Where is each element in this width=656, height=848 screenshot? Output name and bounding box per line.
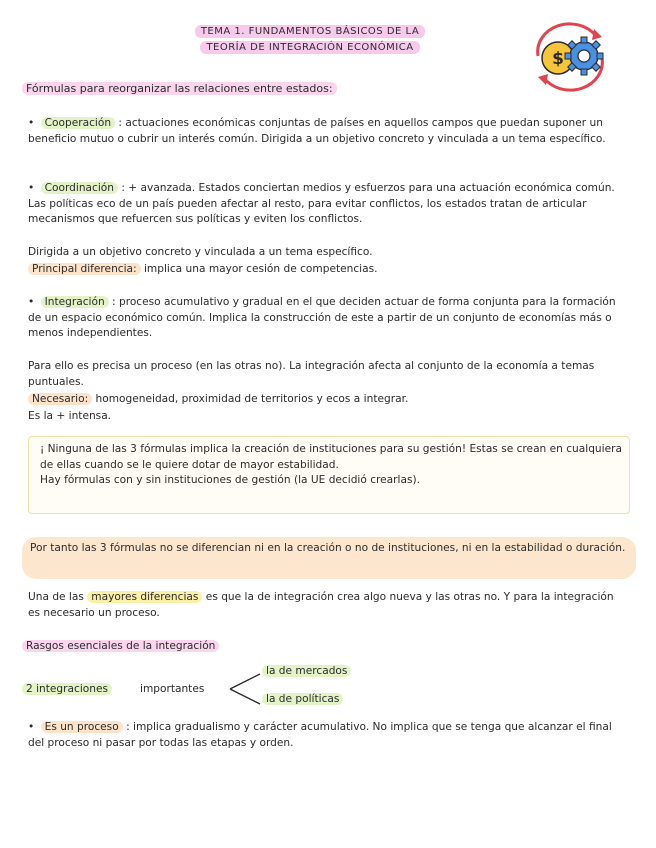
diferencia-label: Principal diferencia: xyxy=(28,263,141,275)
note-line-2: Hay fórmulas con y sin instituciones de gestión (la UE decidió crearlas). xyxy=(40,474,420,487)
coordinacion-term: Coordinación xyxy=(41,182,118,194)
diferencias-pre: Una de las xyxy=(28,591,84,603)
integracion-term: Integración xyxy=(41,296,109,308)
currency-gear-icon xyxy=(528,20,612,94)
necesario-text: homogeneidad, proximidad de territorios y ecos a integrar. xyxy=(95,393,409,405)
note-line-1: ¡ Ninguna de las 3 fórmulas implica la creación de instituciones para su gestión! Estas se crean en cualquiera de ellas cuando se le quiere dotar de mayor estabilidad. xyxy=(40,443,622,471)
svg-text:$: $ xyxy=(552,49,564,69)
rasgos-heading: Rasgos esenciales de la integración xyxy=(22,639,219,655)
importantes-label: importantes xyxy=(140,683,205,695)
necesario-label: Necesario: xyxy=(28,393,92,405)
integracion-line2: Para ello es precisa un proceso (en las otras no). La integración afecta al conjunto de la economía a temas puntuales. xyxy=(28,360,595,388)
integracion-text: : proceso acumulativo y gradual en el que deciden actuar de forma conjunta para la formación de un espacio económico común. Implica la construcción de este a partir de un conjunto de economías más o menos independientes. xyxy=(28,296,616,340)
coordinacion-diferencia xyxy=(28,262,620,278)
integraciones-label: 2 integraciones xyxy=(22,682,112,698)
integracion-necesario xyxy=(28,392,620,408)
title-line-2: TEORÍA DE INTEGRACIÓN ECONÓMICA xyxy=(200,41,419,54)
branch-mercados: la de mercados xyxy=(262,664,351,680)
diferencia-text: implica una mayor cesión de competencias. xyxy=(143,263,378,275)
diferencias-post: es que la de integración crea algo nueva y las otras no. Y para la integración es necesario un proceso. xyxy=(28,591,614,619)
integracion-paragraph xyxy=(28,295,620,342)
diferencias-highlight: mayores diferencias xyxy=(87,591,202,603)
coordinacion-line2: Dirigida a un objetivo concreto y vinculada a un tema específico. xyxy=(28,246,373,258)
proceso-paragraph xyxy=(28,720,620,751)
cooperacion-paragraph xyxy=(28,116,620,147)
coordinacion-paragraph xyxy=(28,181,620,228)
conclusion-text: Por tanto las 3 fórmulas no se diferencian ni en la creación o no de instituciones, ni en la estabilidad o duración. xyxy=(30,542,626,554)
note-text xyxy=(40,442,625,489)
formulas-heading: Fórmulas para reorganizar las relaciones entre estados: xyxy=(22,81,337,97)
cooperacion-term: Cooperación xyxy=(41,117,115,129)
page-title xyxy=(160,24,460,56)
branch-connector xyxy=(228,668,264,716)
diferencias-paragraph xyxy=(28,590,620,621)
integracion-line4: Es la + intensa. xyxy=(28,410,112,422)
title-line-1: TEMA 1. FUNDAMENTOS BÁSICOS DE LA xyxy=(195,25,425,38)
proceso-term: Es un proceso xyxy=(41,721,123,733)
coordinacion-text: : + avanzada. Estados conciertan medios y esfuerzos para una actuación económica común. Las políticas eco de un país pueden afectar al resto, para evitar conflictos, los estados tratan de articular mecanismos que refuercen sus políticas y eviten los conflictos. xyxy=(28,182,615,226)
cooperacion-text: : actuaciones económicas conjuntas de países en aquellos campos que puedan suponer un beneficio mutuo o cubrir un interés común. Dirigida a un objetivo concreto y vinculada a un tema específico. xyxy=(28,117,606,145)
proceso-text: : implica gradualismo y carácter acumulativo. No implica que se tenga que alcanzar el final del proceso ni pasar por todas las etapas y orden. xyxy=(28,721,612,749)
branch-politicas: la de políticas xyxy=(262,692,343,708)
